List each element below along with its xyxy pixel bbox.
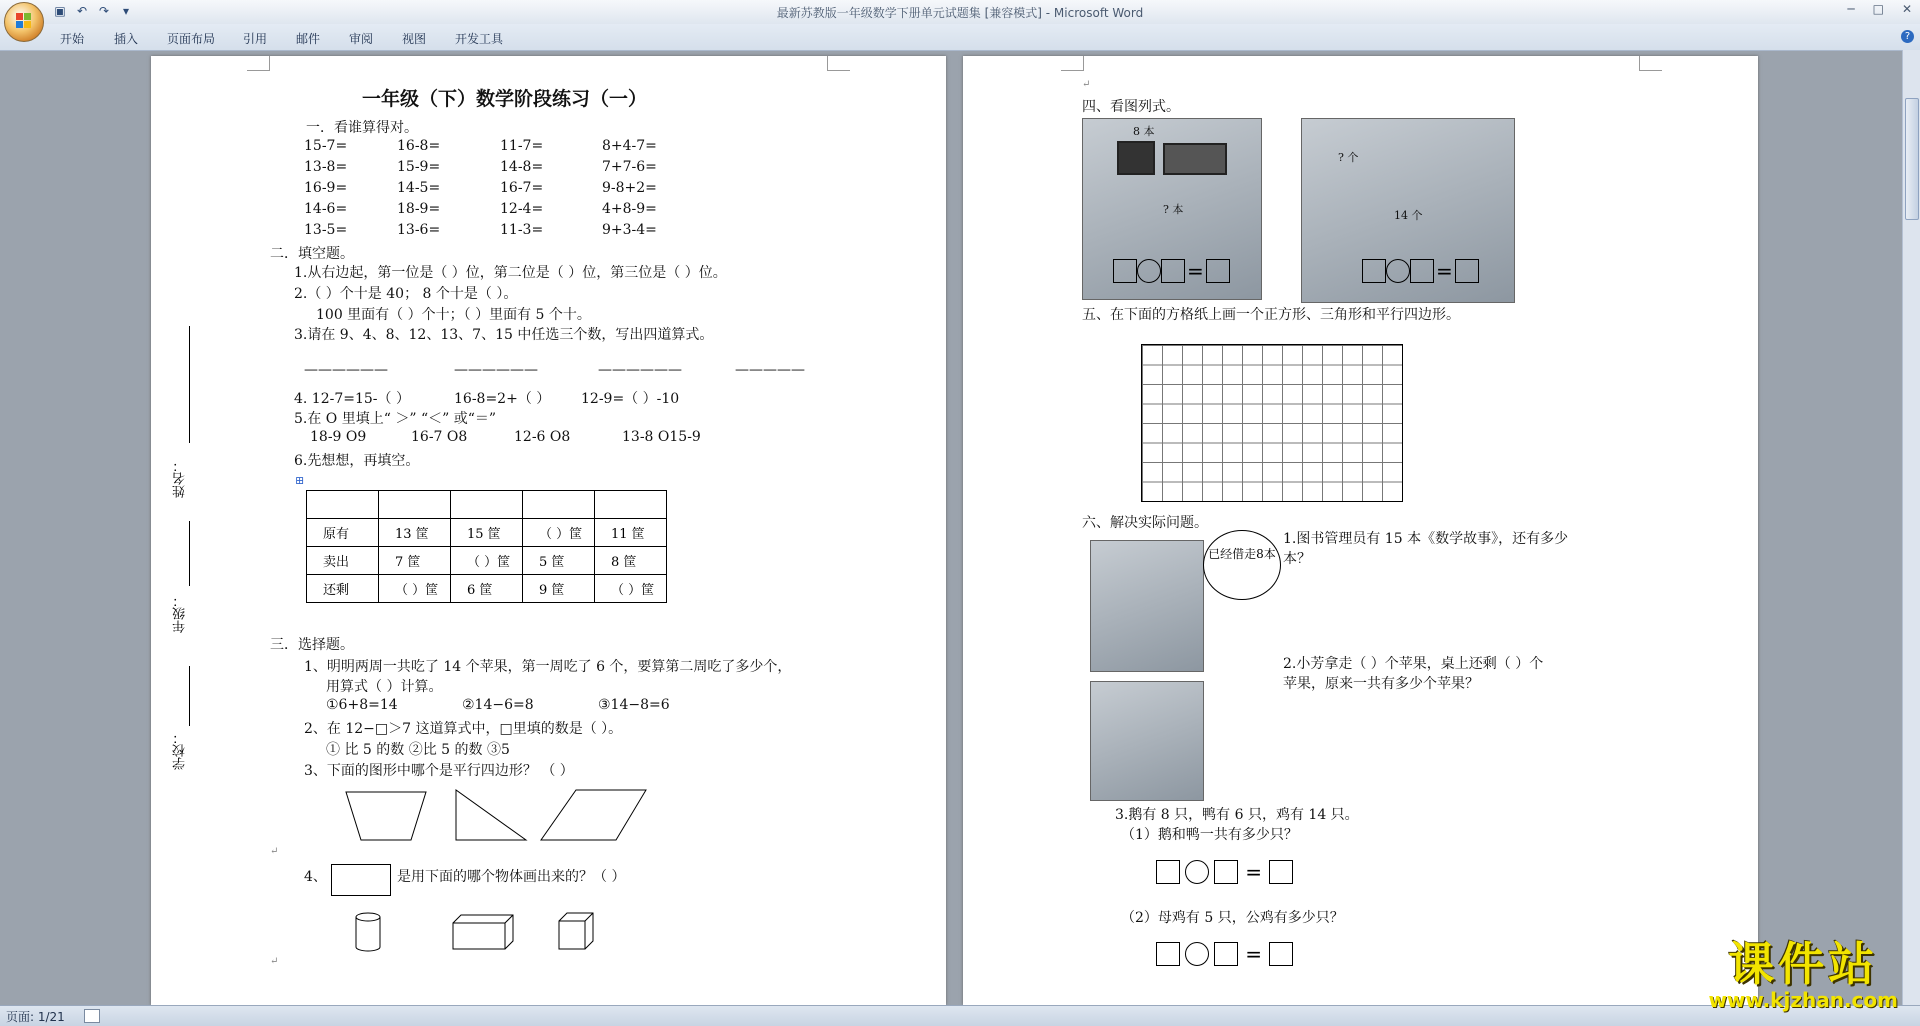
operator-circle[interactable] — [1185, 860, 1209, 884]
name-label: 姓名： — [173, 459, 188, 498]
arith-item: 16-9= — [304, 180, 348, 196]
customize-toolbar-icon[interactable]: ▾ — [122, 4, 130, 18]
name-blank-line — [189, 326, 190, 443]
table-cell[interactable] — [523, 491, 595, 519]
table-cell[interactable]: 5 筐 — [523, 547, 595, 575]
shapes-figure — [341, 786, 691, 846]
arith-item: 14-8= — [500, 159, 544, 175]
document-page-2[interactable] — [963, 56, 1758, 1005]
arith-item: 18-9= — [397, 201, 441, 217]
compare-item: 13-8 O15-9 — [622, 429, 701, 445]
question-text: 1.从右边起，第一位是（ ）位，第二位是（ ）位，第三位是（ ）位。 — [294, 265, 727, 281]
answer-box[interactable] — [1214, 942, 1238, 966]
cuboid-shape — [453, 915, 513, 949]
picture-girl-apples[interactable] — [1090, 681, 1204, 801]
section-heading: 六、解决实际问题。 — [1082, 515, 1208, 531]
triangle-shape — [456, 790, 526, 840]
equals-sign: = — [1245, 942, 1263, 966]
answer-line: —————— — [598, 362, 682, 378]
solids-figure — [351, 911, 691, 955]
arith-item: 13-8= — [304, 159, 348, 175]
answer-box[interactable] — [1156, 942, 1180, 966]
school-blank-line — [189, 666, 190, 726]
question-text: 4. 12-7=15-（ ） — [294, 391, 410, 407]
picture-books[interactable] — [1082, 118, 1262, 300]
scrollbar-thumb[interactable] — [1905, 98, 1919, 220]
operator-circle[interactable] — [1185, 942, 1209, 966]
redo-icon[interactable]: ↷ — [98, 4, 110, 18]
spelling-check-icon[interactable] — [84, 1009, 100, 1023]
watermark-title: 课件站 — [1728, 937, 1879, 991]
operator-circle[interactable] — [1386, 259, 1410, 283]
margin-mark — [827, 56, 850, 71]
compare-item: 16-7 O8 — [411, 429, 468, 445]
picture-label: ? 本 — [1163, 203, 1184, 216]
equals-sign: = — [1245, 860, 1263, 884]
table-row — [307, 547, 667, 575]
tab-review[interactable]: 审阅 — [349, 32, 374, 46]
arith-item: 13-6= — [397, 222, 441, 238]
arith-item: 15-7= — [304, 138, 348, 154]
arith-item: 11-7= — [500, 138, 544, 154]
answer-box[interactable] — [1269, 860, 1293, 884]
table-cell[interactable]: 7 筐 — [379, 547, 451, 575]
arith-item: 16-7= — [500, 180, 544, 196]
grade-label: 年级： — [173, 594, 188, 633]
picture-library[interactable] — [1090, 540, 1204, 672]
answer-box[interactable] — [1113, 259, 1137, 283]
table-cell[interactable]: 还剩 — [307, 575, 379, 603]
paragraph-mark: ↵ — [1082, 79, 1091, 90]
arith-item: 14-5= — [397, 180, 441, 196]
window-controls — [1847, 2, 1912, 16]
table-cell[interactable]: 13 筐 — [379, 519, 451, 547]
option-text: ②14−6=8 — [462, 697, 534, 713]
book-stack-image — [1163, 143, 1227, 175]
answer-box[interactable] — [1214, 860, 1238, 884]
status-bar — [0, 1005, 1920, 1026]
table-cell[interactable]: 6 筐 — [451, 575, 523, 603]
picture-apples[interactable] — [1301, 118, 1515, 303]
arith-item: 7+7-6= — [602, 159, 657, 175]
table-row — [307, 491, 667, 519]
parallelogram-shape — [541, 790, 646, 840]
trapezoid-shape — [346, 792, 426, 840]
tab-references[interactable]: 引用 — [243, 32, 268, 46]
section-heading: 一．看谁算得对。 — [306, 120, 418, 136]
answer-box[interactable] — [1455, 259, 1479, 283]
office-logo-icon — [16, 13, 31, 28]
equation-boxes — [1156, 860, 1293, 884]
cube-shape — [559, 913, 593, 949]
question-text: 12-9=（ ）-10 — [581, 391, 680, 407]
picture-label: 14 个 — [1394, 209, 1423, 222]
answer-box[interactable] — [1206, 259, 1230, 283]
tab-page-layout[interactable]: 页面布局 — [167, 32, 216, 46]
arith-item: 4+8-9= — [602, 201, 657, 217]
question-text: 1、明明两周一共吃了 14 个苹果，第一周吃了 6 个，要算第二周吃了多少个， — [304, 659, 792, 675]
question-text: 2.（ ）个十是 40； 8 个十是（ ）。 — [294, 286, 518, 302]
table-row — [307, 519, 667, 547]
compare-item: 18-9 O9 — [310, 429, 367, 445]
tab-insert[interactable]: 插入 — [114, 32, 139, 46]
section-heading: 三．选择题。 — [270, 637, 354, 653]
tab-view[interactable]: 视图 — [402, 32, 427, 46]
maximize-button[interactable]: □ — [1872, 2, 1884, 16]
school-label: 学校： — [173, 731, 188, 770]
document-page-1[interactable] — [151, 56, 946, 1005]
table-row — [307, 575, 667, 603]
question-text: （2）母鸡有 5 只，公鸡有多少只？ — [1121, 910, 1344, 926]
section-heading: 四、看图列式。 — [1082, 99, 1180, 115]
question-text: 100 里面有（ ）个十；（ ）里面有 5 个十。 — [316, 307, 591, 323]
picture-label: 8 本 — [1133, 125, 1155, 138]
table-cell[interactable]: 15 筐 — [451, 519, 523, 547]
question-text: 3.鹅有 8 只，鸭有 6 只，鸡有 14 只。 — [1115, 807, 1359, 823]
table-cell[interactable] — [379, 491, 451, 519]
picture-label: ? 个 — [1338, 151, 1359, 164]
speech-bubble: 已经借走8本 — [1203, 530, 1281, 600]
arith-item: 8+4-7= — [602, 138, 657, 154]
stock-table — [306, 490, 667, 603]
watermark-url: www.kjzhan.com — [1708, 988, 1898, 1012]
option-text: ① 比 5 的数 ②比 5 的数 ③5 — [326, 742, 510, 758]
window-title: 最新苏教版一年级数学下册单元试题集 [兼容模式] - Microsoft Word — [776, 6, 1144, 20]
vertical-scrollbar[interactable] — [1902, 50, 1920, 1005]
tab-home[interactable]: 开始 — [60, 32, 85, 46]
arith-item: 9-8+2= — [602, 180, 657, 196]
table-cell[interactable]: 8 筐 — [595, 547, 667, 575]
question-text: 3.请在 9、4、8、12、13、7、15 中任选三个数，写出四道算式。 — [294, 327, 714, 343]
table-cell[interactable]: （ ）筐 — [379, 575, 451, 603]
table-move-icon[interactable]: ⊞ — [295, 474, 305, 487]
question-text: 苹果，原来一共有多少个苹果？ — [1283, 676, 1479, 692]
page-indicator[interactable]: 页面: 1/21 — [6, 1010, 65, 1024]
question-text: 用算式（ ）计算。 — [326, 679, 443, 695]
table-cell[interactable]: 卖出 — [307, 547, 379, 575]
watermark-logo — [1708, 928, 1898, 1012]
table-cell[interactable] — [451, 491, 523, 519]
section-heading: 二．填空题。 — [270, 246, 354, 262]
question-text: 4、 — [304, 869, 327, 885]
table-cell[interactable]: （ ）筐 — [523, 519, 595, 547]
arith-item: 15-9= — [397, 159, 441, 175]
table-cell[interactable]: 原有 — [307, 519, 379, 547]
arith-item: 11-3= — [500, 222, 544, 238]
table-cell[interactable] — [595, 491, 667, 519]
table-cell[interactable]: （ ）筐 — [451, 547, 523, 575]
question-text: 2.小芳拿走（ ）个苹果，桌上还剩（ ）个 — [1283, 656, 1544, 672]
section-heading: 五、在下面的方格纸上画一个正方形、三角形和平行四边形。 — [1082, 307, 1460, 323]
operator-circle[interactable] — [1137, 259, 1161, 283]
question-text: 本？ — [1283, 551, 1311, 567]
table-cell[interactable] — [307, 491, 379, 519]
minimize-button[interactable]: ─ — [1847, 2, 1855, 16]
option-text: ③14−8=6 — [598, 697, 670, 713]
table-cell[interactable]: 9 筐 — [523, 575, 595, 603]
arith-item: 9+3-4= — [602, 222, 657, 238]
answer-box[interactable] — [1161, 259, 1185, 283]
tab-mailings[interactable]: 邮件 — [296, 32, 321, 46]
tab-developer[interactable]: 开发工具 — [455, 32, 504, 46]
arith-item: 14-6= — [304, 201, 348, 217]
question-text: 是用下面的哪个物体画出来的？（ ） — [397, 869, 626, 885]
grid-paper[interactable] — [1141, 344, 1403, 502]
option-text: ①6+8=14 — [326, 697, 398, 713]
question-text: 1.图书管理员有 15 本《数学故事》，还有多少 — [1283, 531, 1569, 547]
question-text: 16-8=2+（ ） — [454, 391, 551, 407]
margin-mark — [247, 56, 270, 71]
office-button[interactable] — [4, 2, 44, 42]
answer-box[interactable] — [1362, 259, 1386, 283]
grade-blank-line — [189, 521, 190, 586]
question-text: 2、在 12−□＞7 这道算式中，□里填的数是（ ）。 — [304, 721, 623, 737]
title-bar — [0, 0, 1920, 24]
equals-sign: = — [1436, 259, 1453, 283]
answer-box[interactable] — [1269, 942, 1293, 966]
paragraph-mark: ↵ — [270, 846, 279, 857]
answer-box[interactable] — [1156, 860, 1180, 884]
question-text: 5.在 O 里填上“ ＞” “＜” 或“＝” — [294, 411, 497, 427]
answer-box[interactable] — [1410, 259, 1434, 283]
save-icon[interactable]: ▣ — [54, 4, 66, 18]
book-stack-image — [1117, 141, 1155, 175]
equation-boxes — [1156, 942, 1293, 966]
arith-item: 16-8= — [397, 138, 441, 154]
equals-sign: = — [1187, 259, 1204, 283]
paragraph-mark: ↵ — [270, 956, 279, 967]
margin-mark — [1061, 56, 1084, 71]
rectangle-figure — [331, 864, 391, 896]
undo-icon[interactable]: ↶ — [76, 4, 88, 18]
answer-line: ————— — [735, 362, 805, 378]
arith-item: 12-4= — [500, 201, 544, 217]
table-cell[interactable]: 11 筐 — [595, 519, 667, 547]
equation-boxes — [1362, 259, 1479, 283]
question-text: 6.先想想，再填空。 — [294, 453, 420, 469]
question-text: 3、下面的图形中哪个是平行四边形？ （ ） — [304, 763, 574, 779]
page-title: 一年级（下）数学阶段练习（一） — [362, 88, 648, 110]
help-icon[interactable]: ? — [1901, 30, 1914, 43]
cylinder-shape — [356, 913, 380, 951]
answer-line: —————— — [304, 362, 388, 378]
close-button[interactable]: ✕ — [1901, 2, 1912, 16]
compare-item: 12-6 O8 — [514, 429, 571, 445]
table-cell[interactable]: （ ）筐 — [595, 575, 667, 603]
answer-line: —————— — [454, 362, 538, 378]
question-text: （1）鹅和鸭一共有多少只？ — [1121, 827, 1298, 843]
equation-boxes — [1113, 259, 1230, 283]
arith-item: 13-5= — [304, 222, 348, 238]
ribbon-tabs — [0, 24, 1920, 51]
margin-mark — [1639, 56, 1662, 71]
